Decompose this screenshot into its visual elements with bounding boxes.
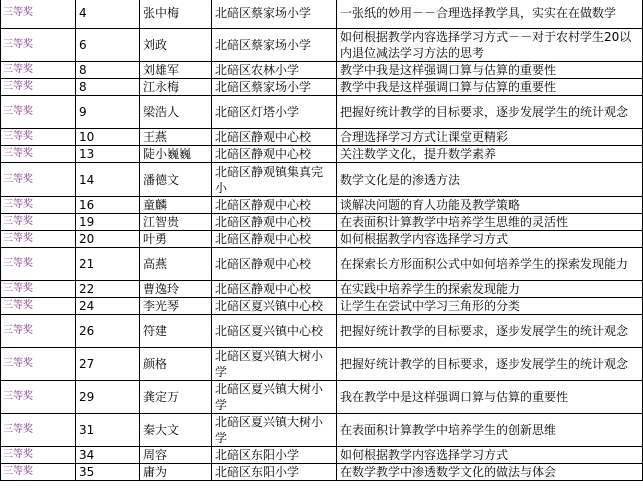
paper-title-cell: 一张纸的妙用－－合理选择教学具，实实在在做数学: [337, 0, 643, 29]
school-name-cell: 北碚区东阳小学: [212, 464, 337, 481]
paper-title-cell: 在数学教学中渗透数学文化的做法与体会: [337, 464, 643, 481]
author-name-cell: 叶勇: [140, 231, 212, 248]
award-level-cell: 三等奖: [1, 96, 76, 129]
award-level-cell: 三等奖: [1, 214, 76, 231]
author-name-cell: 高燕: [140, 248, 212, 281]
table-row: [1, 298, 643, 315]
author-name-cell: 符建: [140, 315, 212, 348]
award-level-cell: 三等奖: [1, 414, 76, 447]
award-level-cell: 三等奖: [1, 348, 76, 381]
table-row: [1, 248, 643, 281]
entry-number-cell: 21: [76, 248, 140, 281]
author-name-cell: 江永梅: [140, 79, 212, 96]
school-name-cell: 北碚区灯塔小学: [212, 96, 337, 129]
author-name-cell: 王燕: [140, 129, 212, 146]
entry-number-cell: 10: [76, 129, 140, 146]
entry-number-cell: 9: [76, 96, 140, 129]
author-name-cell: 童麟: [140, 197, 212, 214]
school-name-cell: 北碚区蔡家场小学: [212, 79, 337, 96]
award-level-cell: 三等奖: [1, 231, 76, 248]
school-name-cell: 北碚区农林小学: [212, 62, 337, 79]
entry-number-cell: 19: [76, 214, 140, 231]
paper-title-cell: 我在教学中是这样强调口算与估算的重要性: [337, 381, 643, 414]
paper-title-cell: 谈解决问题的育人功能及教学策略: [337, 197, 643, 214]
table-row: [1, 447, 643, 464]
paper-title-cell: 把握好统计教学的目标要求，逐步发展学生的统计观念: [337, 96, 643, 129]
table-row: [1, 464, 643, 481]
author-name-cell: 刘政: [140, 29, 212, 62]
table-row: [1, 62, 643, 79]
school-name-cell: 北碚区夏兴镇中心校: [212, 298, 337, 315]
paper-title-cell: 教学中我是这样强调口算与估算的重要性: [337, 79, 643, 96]
author-name-cell: 李光琴: [140, 298, 212, 315]
school-name-cell: 北碚区东阳小学: [212, 447, 337, 464]
table-row: [1, 146, 643, 163]
entry-number-cell: 4: [76, 0, 140, 29]
award-level-cell: 三等奖: [1, 129, 76, 146]
table-row: [1, 381, 643, 414]
entry-number-cell: 8: [76, 62, 140, 79]
paper-title-cell: 在表面积计算教学中培养学生的创新思维: [337, 414, 643, 447]
paper-title-cell: 在探索长方形面积公式中如何培养学生的探索发现能力: [337, 248, 643, 281]
award-level-cell: 三等奖: [1, 79, 76, 96]
table-row: [1, 348, 643, 381]
author-name-cell: 周容: [140, 447, 212, 464]
table-row: [1, 315, 643, 348]
author-name-cell: 陡小巍巍: [140, 146, 212, 163]
award-level-cell: 三等奖: [1, 315, 76, 348]
entry-number-cell: 14: [76, 163, 140, 197]
table-row: [1, 29, 643, 62]
paper-title-cell: 如何根据教学内容选择学习方式－－对于农村学生20以内退位减法学习方法的思考: [337, 29, 643, 62]
table-row: [1, 414, 643, 447]
entry-number-cell: 27: [76, 348, 140, 381]
table-row: [1, 281, 643, 298]
award-level-cell: 三等奖: [1, 298, 76, 315]
entry-number-cell: 20: [76, 231, 140, 248]
paper-title-cell: 如何根据教学内容选择学习方式: [337, 231, 643, 248]
entry-number-cell: 8: [76, 79, 140, 96]
award-level-cell: 三等奖: [1, 0, 76, 29]
author-name-cell: 庸为: [140, 464, 212, 481]
school-name-cell: 北碚区静观中心校: [212, 248, 337, 281]
author-name-cell: 梁浩人: [140, 96, 212, 129]
paper-title-cell: 如何根据教学内容选择学习方式: [337, 447, 643, 464]
school-name-cell: 北碚区蔡家场小学: [212, 29, 337, 62]
entry-number-cell: 6: [76, 29, 140, 62]
school-name-cell: 北碚区夏兴镇大树小学: [212, 348, 337, 381]
paper-title-cell: 在实践中培养学生的探索发现能力: [337, 281, 643, 298]
paper-title-cell: 合理选择学习方式让课堂更精彩: [337, 129, 643, 146]
paper-title-cell: 在表面积计算教学中培养学生思维的灵活性: [337, 214, 643, 231]
award-level-cell: 三等奖: [1, 464, 76, 481]
school-name-cell: 北碚区夏兴镇大树小学: [212, 414, 337, 447]
award-level-cell: 三等奖: [1, 281, 76, 298]
author-name-cell: 曹逸玲: [140, 281, 212, 298]
entry-number-cell: 24: [76, 298, 140, 315]
awards-table-body: [1, 0, 643, 481]
entry-number-cell: 26: [76, 315, 140, 348]
paper-title-cell: 关注数学文化，提升数学素养: [337, 146, 643, 163]
award-level-cell: 三等奖: [1, 447, 76, 464]
paper-title-cell: 把握好统计教学的目标要求，逐步发展学生的统计观念: [337, 348, 643, 381]
school-name-cell: 北碚区静观镇集真完小: [212, 163, 337, 197]
school-name-cell: 北碚区静观中心校: [212, 281, 337, 298]
author-name-cell: 刘雄军: [140, 62, 212, 79]
entry-number-cell: 31: [76, 414, 140, 447]
award-level-cell: 三等奖: [1, 146, 76, 163]
school-name-cell: 北碚区夏兴镇大树小学: [212, 381, 337, 414]
school-name-cell: 北碚区蔡家场小学: [212, 0, 337, 29]
award-level-cell: 三等奖: [1, 381, 76, 414]
table-row: [1, 79, 643, 96]
author-name-cell: 张中梅: [140, 0, 212, 29]
entry-number-cell: 22: [76, 281, 140, 298]
table-row: [1, 231, 643, 248]
school-name-cell: 北碚区夏兴镇中心校: [212, 315, 337, 348]
author-name-cell: 龚定万: [140, 381, 212, 414]
paper-title-cell: 把握好统计教学的目标要求，逐步发展学生的统计观念: [337, 315, 643, 348]
school-name-cell: 北碚区静观中心校: [212, 129, 337, 146]
table-row: [1, 0, 643, 29]
school-name-cell: 北碚区静观中心校: [212, 231, 337, 248]
table-row: [1, 197, 643, 214]
table-row: [1, 163, 643, 197]
school-name-cell: 北碚区静观中心校: [212, 214, 337, 231]
school-name-cell: 北碚区静观中心校: [212, 146, 337, 163]
author-name-cell: 潘德文: [140, 163, 212, 197]
award-level-cell: 三等奖: [1, 163, 76, 197]
author-name-cell: 颜格: [140, 348, 212, 381]
entry-number-cell: 16: [76, 197, 140, 214]
author-name-cell: 江智贵: [140, 214, 212, 231]
school-name-cell: 北碚区静观中心校: [212, 197, 337, 214]
entry-number-cell: 34: [76, 447, 140, 464]
entry-number-cell: 35: [76, 464, 140, 481]
award-level-cell: 三等奖: [1, 197, 76, 214]
paper-title-cell: 数学文化是的渗透方法: [337, 163, 643, 197]
author-name-cell: 秦大文: [140, 414, 212, 447]
paper-title-cell: 让学生在尝试中学习三角形的分类: [337, 298, 643, 315]
entry-number-cell: 13: [76, 146, 140, 163]
award-level-cell: 三等奖: [1, 29, 76, 62]
table-row: [1, 214, 643, 231]
entry-number-cell: 29: [76, 381, 140, 414]
award-level-cell: 三等奖: [1, 62, 76, 79]
paper-title-cell: 教学中我是这样强调口算与估算的重要性: [337, 62, 643, 79]
table-row: [1, 129, 643, 146]
award-level-cell: 三等奖: [1, 248, 76, 281]
table-row: [1, 96, 643, 129]
